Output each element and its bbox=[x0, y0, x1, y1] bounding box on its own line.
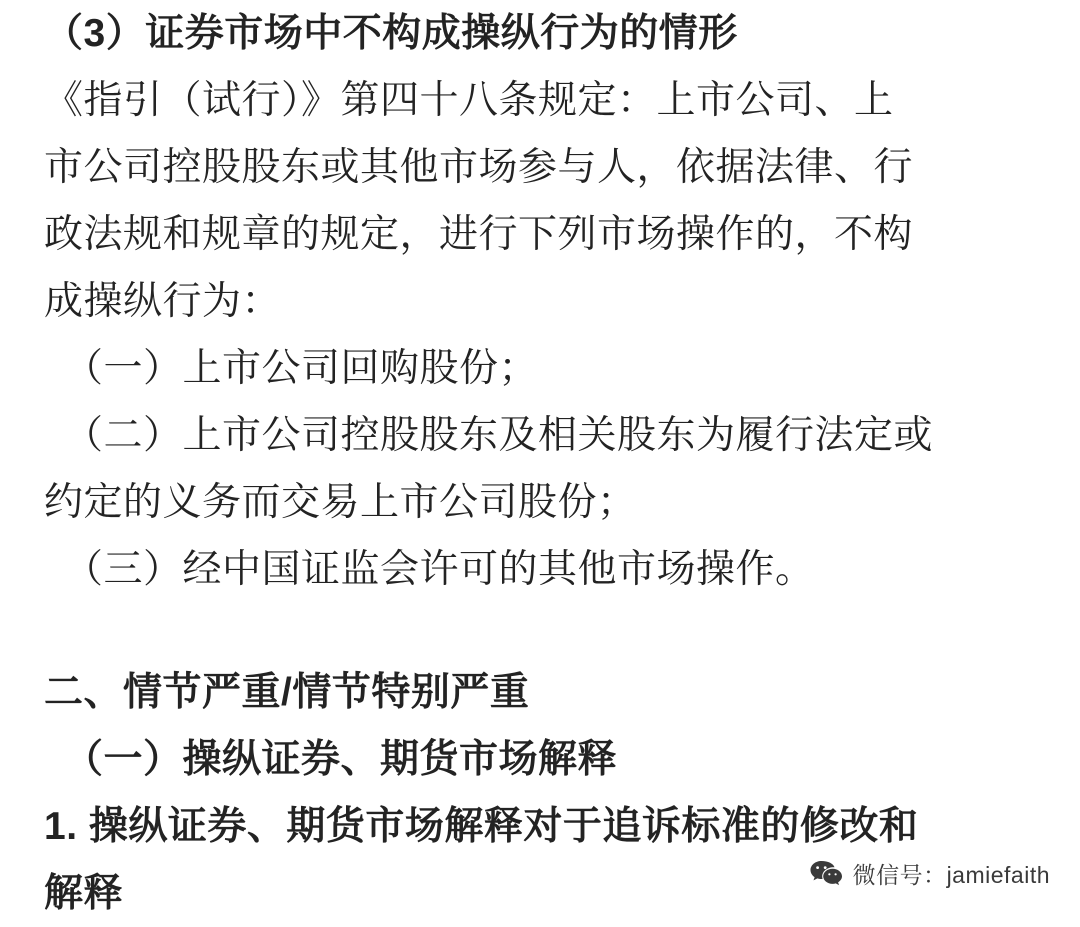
heading-2-1-1-line-1: 1. 操纵证券、期货市场解释对于追诉标准的修改和 bbox=[44, 805, 919, 848]
body-paragraph-1-line-4: 成操纵行为： bbox=[44, 280, 282, 323]
heading-2-1-1-line-2: 解释 bbox=[44, 872, 124, 915]
heading-2-line-1: 二、情节严重/情节特别严重 bbox=[44, 671, 530, 714]
body-paragraph-1-line-1: 《指引（试行）》第四十八条规定：上市公司、上 bbox=[44, 79, 894, 122]
heading-3-block bbox=[44, 0, 1036, 67]
footer-text: 微信号：jamiefaith bbox=[852, 862, 1050, 888]
list-item-2-line-1: （二）上市公司控股股东及相关股东为履行法定或 bbox=[64, 414, 934, 457]
heading-2-1-line-1: （一）操纵证券、期货市场解释 bbox=[64, 738, 618, 781]
list-item-2-block bbox=[44, 402, 1036, 536]
list-item-3-line-1: （三）经中国证监会许可的其他市场操作。 bbox=[64, 548, 815, 591]
wechat-icon bbox=[809, 859, 843, 889]
heading-2-block bbox=[44, 659, 1036, 726]
footer-watermark bbox=[809, 857, 1050, 890]
body-paragraph-1-line-3: 政法规和规章的规定，进行下列市场操作的，不构 bbox=[44, 213, 914, 256]
heading-2-1-block bbox=[44, 726, 1036, 793]
section-spacer bbox=[44, 603, 1036, 659]
body-paragraph-1-line-2: 市公司控股股东或其他市场参与人，依据法律、行 bbox=[44, 146, 914, 189]
list-item-2-line-2: 约定的义务而交易上市公司股份； bbox=[44, 481, 637, 524]
list-item-1-line-1: （一）上市公司回购股份； bbox=[64, 347, 539, 390]
list-item-1-block bbox=[44, 335, 1036, 402]
heading-3-line-1: （3）证券市场中不构成操纵行为的情形 bbox=[44, 12, 738, 55]
list-item-3-block bbox=[44, 536, 1036, 603]
body-paragraph-1-block bbox=[44, 67, 1036, 335]
